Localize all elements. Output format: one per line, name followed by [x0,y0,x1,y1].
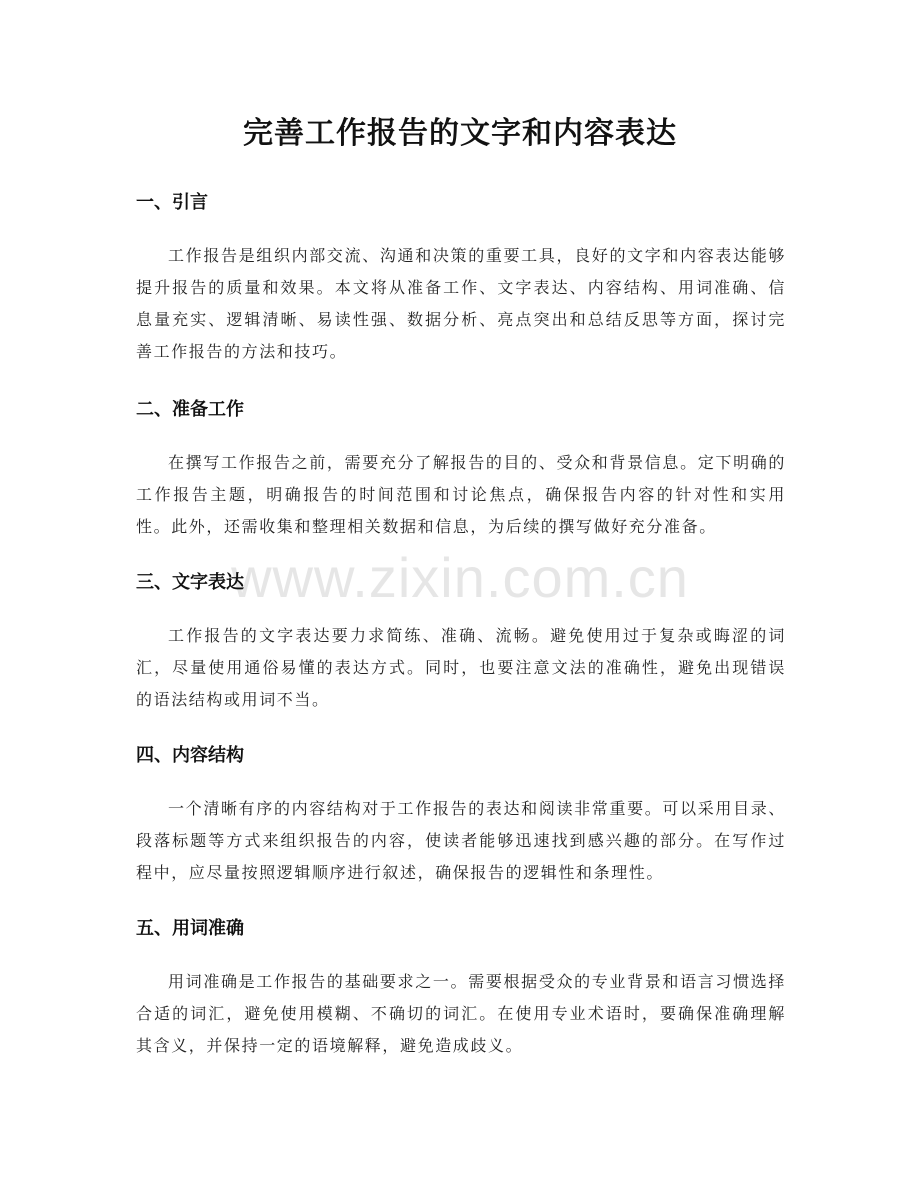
section-paragraph: 工作报告的文字表达要力求简练、准确、流畅。避免使用过于复杂或晦涩的词汇，尽量使用通俗易懂的表达方式。同时，也要注意文法的准确性，避免出现错误的语法结构或用词不当。 [136,626,786,709]
section-word-accuracy [136,916,786,1062]
section-heading: 一、引言 [136,192,208,213]
section-introduction [136,190,786,368]
section-writing-expression [136,570,786,716]
section-content-structure [136,743,786,889]
section-heading: 四、内容结构 [136,745,244,766]
section-paragraph: 一个清晰有序的内容结构对于工作报告的表达和阅读非常重要。可以采用目录、段落标题等方式来组织报告的内容，使读者能够迅速找到感兴趣的部分。在写作过程中，应尽量按照逻辑顺序进行叙述，确保报告的逻辑性和条理性。 [136,799,786,882]
section-paragraph: 工作报告是组织内部交流、沟通和决策的重要工具，良好的文字和内容表达能够提升报告的质量和效果。本文将从准备工作、文字表达、内容结构、用词准确、信息量充实、逻辑清晰、易读性强、数据分析、亮点突出和总结反思等方面，探讨完善工作报告的方法和技巧。 [136,246,786,361]
section-paragraph: 在撰写工作报告之前，需要充分了解报告的目的、受众和背景信息。定下明确的工作报告主题，明确报告的时间范围和讨论焦点，确保报告内容的针对性和实用性。此外，还需收集和整理相关数据和信息，为后续的撰写做好充分准备。 [136,453,786,536]
section-heading: 二、准备工作 [136,399,244,420]
watermark: www.zixin.com.cn [231,546,689,609]
section-preparation [136,397,786,543]
section-heading: 三、文字表达 [136,572,244,593]
document-title: 完善工作报告的文字和内容表达 [243,116,677,151]
section-heading: 五、用词准确 [136,918,244,939]
section-paragraph: 用词准确是工作报告的基础要求之一。需要根据受众的专业背景和语言习惯选择合适的词汇，避免使用模糊、不确切的词汇。在使用专业术语时，要确保准确理解其含义，并保持一定的语境解释，避免造成歧义。 [136,972,786,1055]
